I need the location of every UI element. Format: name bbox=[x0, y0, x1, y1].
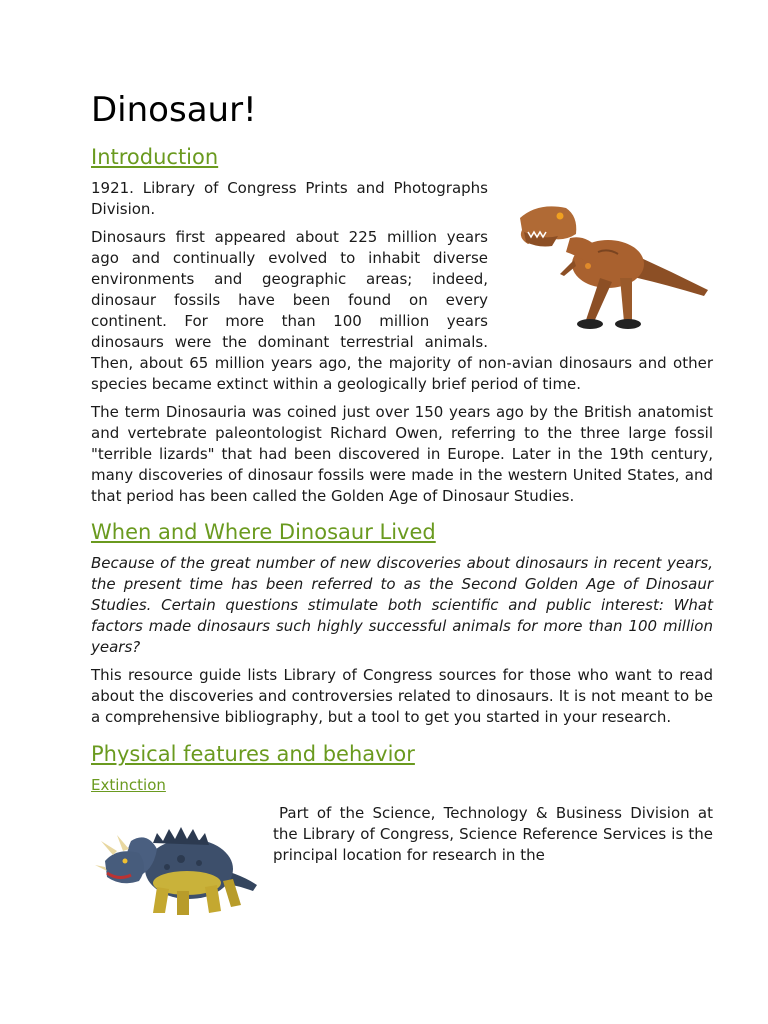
when-where-paragraph-1: Because of the great number of new discoveries about dinosaurs in recent years, the present time has been referred to as the Second Golden Age of Dinosaur Studies. Certain questions stimulate both scientific and public interest: What factors made dinosaurs such highly successful animals for more than 100 million years? bbox=[91, 554, 713, 656]
intro-paragraph-2: Dinosaurs first appeared about 225 million years ago and continually evolved to inhabit diverse environments and geographic areas; indeed, dinosaur fossils have been found on every continent. For more than 100 million years dinosaurs were the dominant terrestrial animals. Then, about 65 million years ago, the majority of non-avian dinosaurs and other species became extinct within a geologically brief period of time. bbox=[91, 228, 713, 393]
intro-paragraph-3: The term Dinosauria was coined just over 150 years ago by the British anatomist and vertebrate paleontologist Richard Owen, referring to the three large fossil "terrible lizards" that had been discovered in Europe. Later in the 19th century, many discoveries of dinosaur fossils were made in the western United States, and that period has been called the Golden Age of Dinosaur Studies. bbox=[91, 403, 713, 505]
triceratops-image bbox=[91, 811, 263, 923]
trex-image bbox=[508, 182, 713, 342]
section-heading-when-where[interactable]: When and Where Dinosaur Lived bbox=[91, 520, 436, 544]
page-title: Dinosaur! bbox=[91, 90, 257, 130]
document-page bbox=[91, 90, 713, 923]
section-heading-introduction[interactable]: Introduction bbox=[91, 145, 219, 169]
when-where-paragraph-2: This resource guide lists Library of Congress sources for those who want to read about the discoveries and controversies related to dinosaurs. It is not meant to be a comprehensive bibliography, but a tool to get you started in your research. bbox=[91, 666, 713, 726]
physical-paragraph-1: Part of the Science, Technology & Business Division at the Library of Congress, Science Reference Services is the principal location for research in the bbox=[273, 804, 713, 864]
subheading-extinction[interactable]: Extinction bbox=[91, 776, 166, 794]
intro-paragraph-1: 1921. Library of Congress Prints and Photographs Division. bbox=[91, 179, 488, 218]
section-heading-physical-features[interactable]: Physical features and behavior bbox=[91, 742, 415, 766]
